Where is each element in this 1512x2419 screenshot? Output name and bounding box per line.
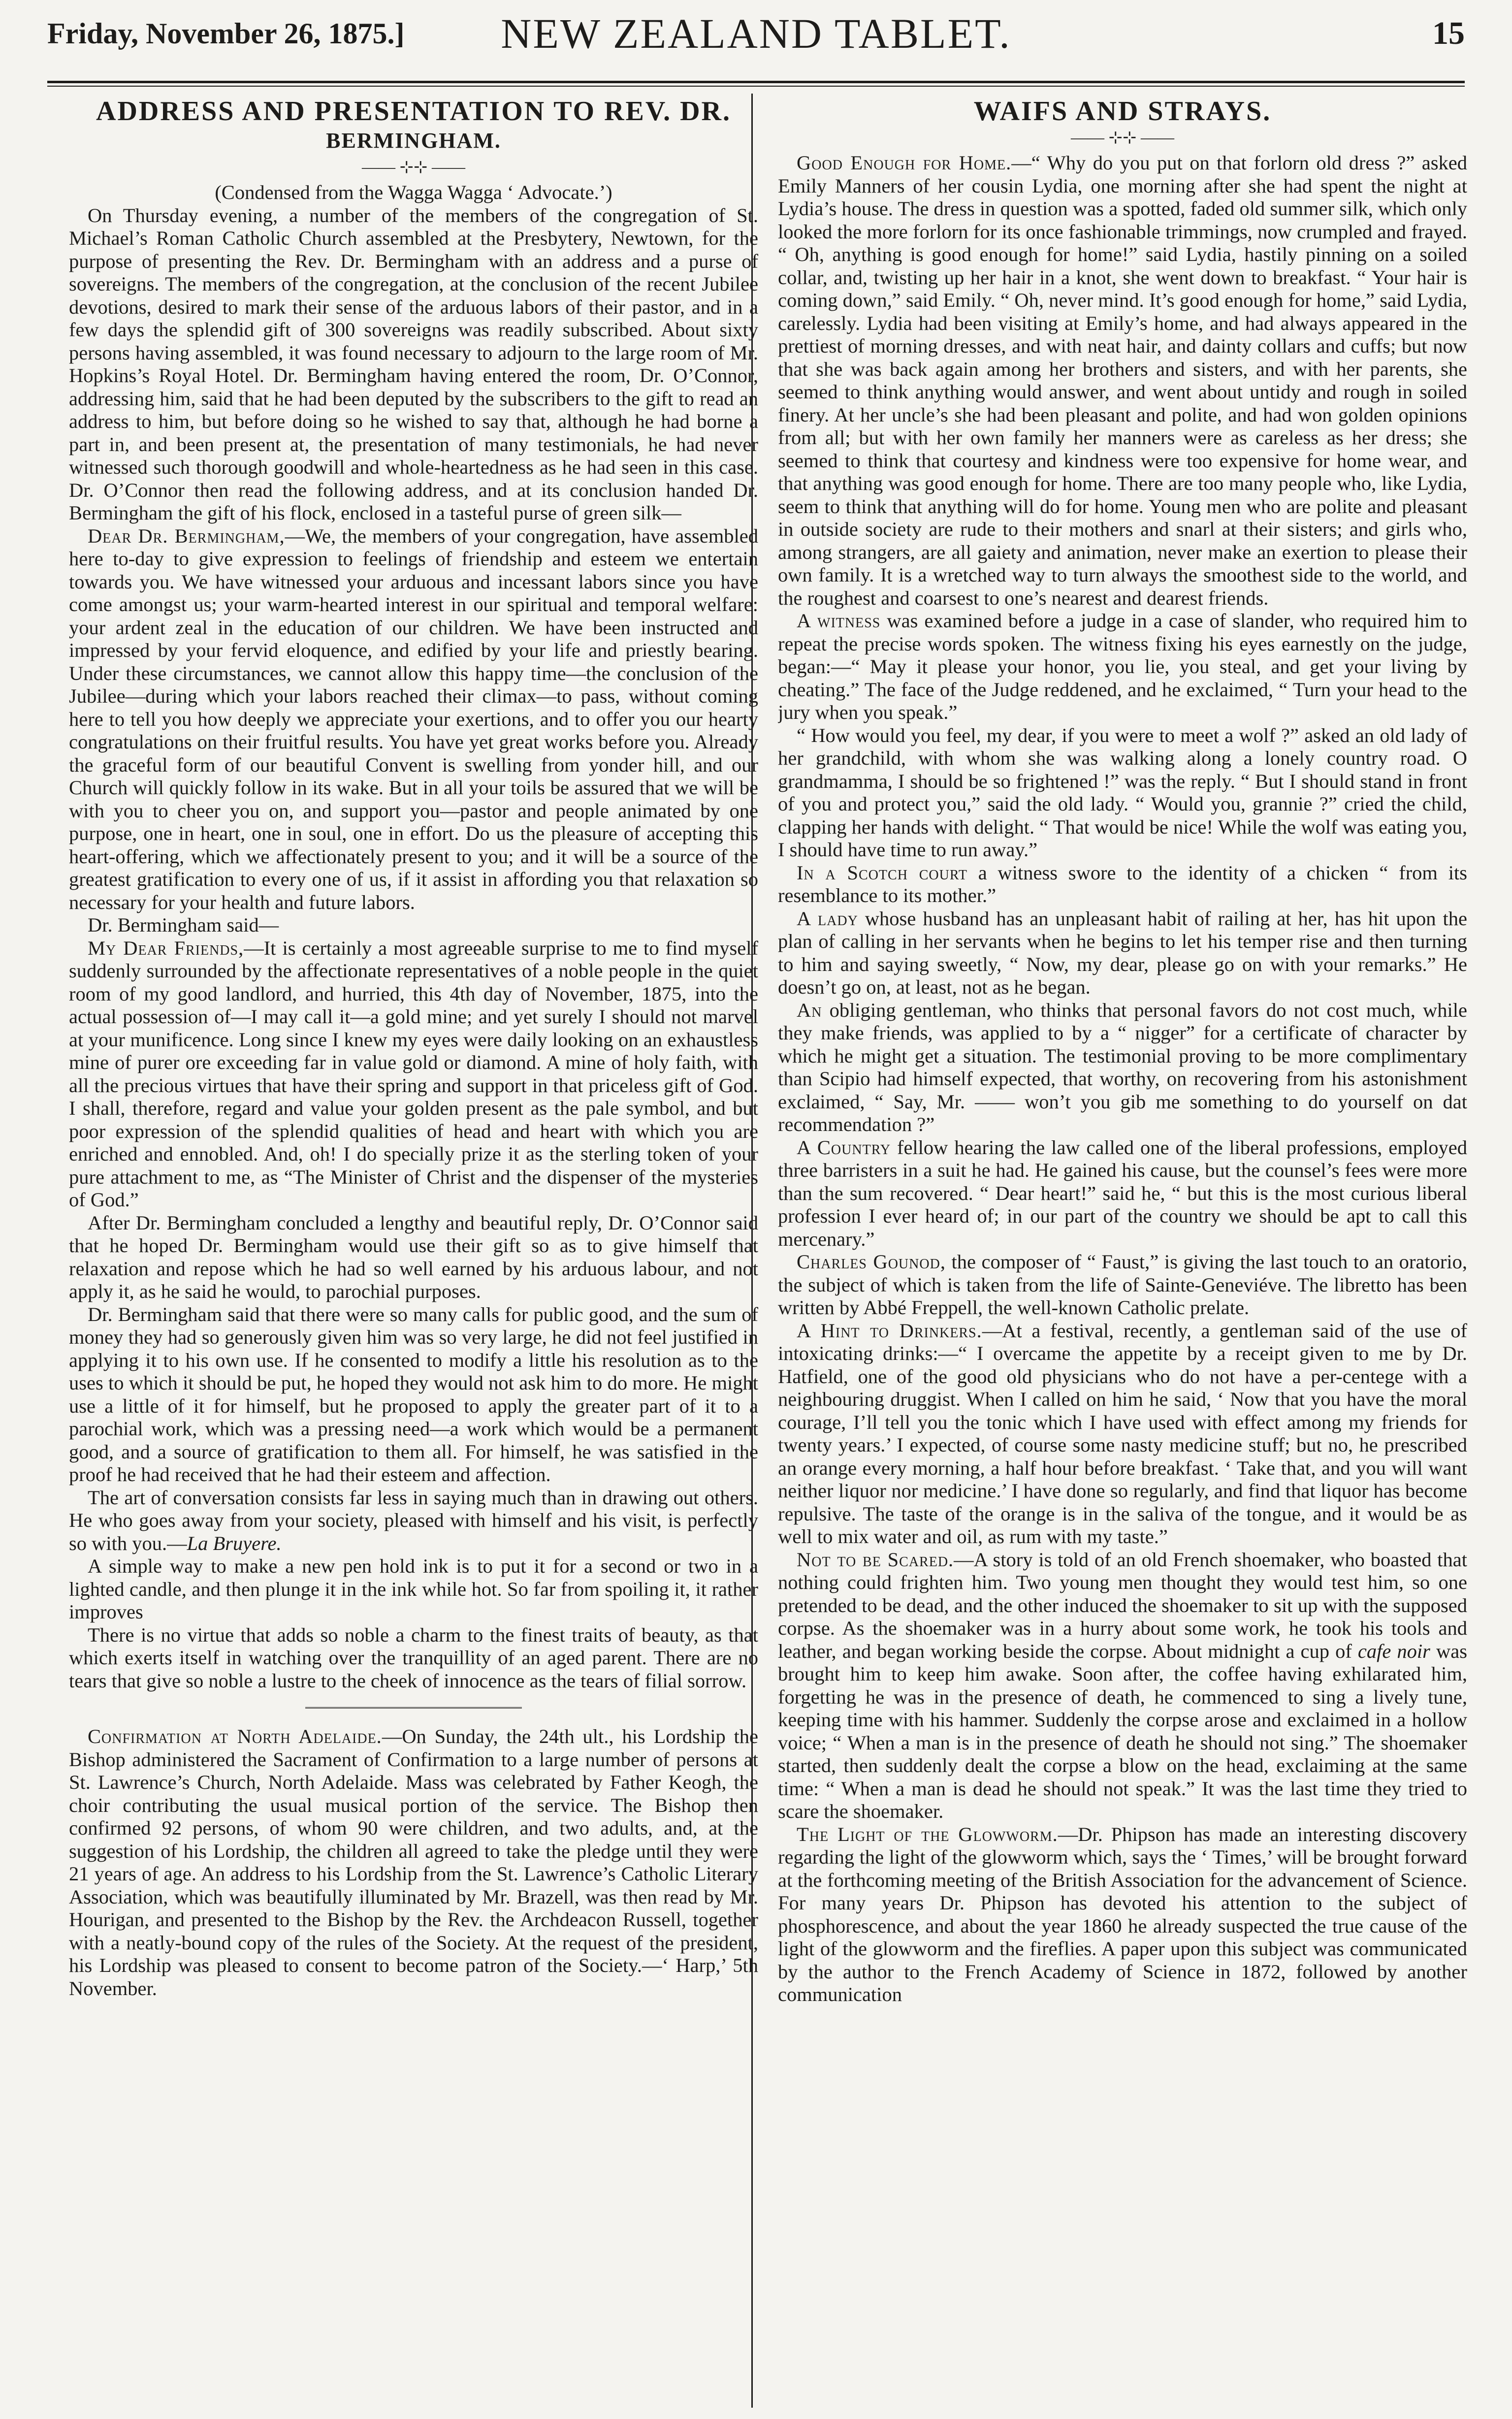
lead-in: The Light of the Glowworm. [797,1823,1058,1845]
right-column [778,97,1467,2411]
header-rule-thin [47,86,1465,87]
masthead-title: NEW ZEALAND TABLET. [501,10,1011,57]
lead-in: Good Enough for Home. [797,152,1012,174]
paragraph [778,610,1467,724]
paragraph: Dr. Bermingham said— [88,914,279,936]
paragraph-text: obliging gentleman, who thinks that personal favors do not cost much, while they make friends, was applied to by a “ nigger” for a certificate of character by which he might get a situation. The testimonial proving to be more complimentary than Scipio had himself expected, that worthy, on recovering from his astonishment exclaimed, “ Say, Mr. —— won’t you gib me something to do yourself on dat recommendation ?” [778,999,1467,1135]
paragraph [778,1251,1467,1320]
paragraph-text: whose husband has an unpleasant habit of railing at her, has hit upon the plan of calling in her servants when he begins to let his temper rise and then turning to him and saying sweetly, “ Now, my dear, please go on with your remarks.” He doesn’t go on, at least, not as he began. [778,907,1467,998]
italic-phrase: cafe noir [1357,1640,1430,1662]
left-column [69,97,758,2411]
source-note: (Condensed from the Wagga Wagga ‘ Advocate.’) [215,181,612,203]
paragraph [778,999,1467,1136]
lead-in: An [797,999,822,1021]
paragraph [778,862,1467,907]
article-heading-waifs: WAIFS AND STRAYS. [973,97,1272,127]
heading-line: ADDRESS AND PRESENTATION TO REV. DR. [96,97,731,127]
paragraph-text: the composer of “ Faust,” is giving the last touch to an oratorio, the subject of which is taken from the life of Sainte-Geneviéve. The libretto has been written by Abbé Freppell, the well-known Catholic prelate. [778,1251,1467,1319]
paragraph-text: —We, the members of your congregation, have assembled here to-day to give expression to feelings of friendship and esteem we entertain towards you. We have witnessed your arduous and incessant labors since you have come amongst us; your warm-hearted interest in our spiritual and temporal welfare: your ardent zeal in the education of our children. We have been instructed and impressed by your fervid eloquence, and edified by your life and priestly bearing. Under these circumstances, we cannot allow this happy time—the conclusion of the Jubilee—during which your labors reached their climax—to pass, without coming here to tell you how deeply we appreciate your exertions, and to offer you our hearty congratulations on their fruitful results. You have yet great works before you. Already the graceful form of our beautiful Convent is swelling from yonder hill, and our Church will quickly follow in its wake. But in all your toils be assured that we will be with you to cheer you on, and support you—pastor and people animated by one purpose, one in heart, one in soul, one in effort. Do us the pleasure of accepting this heart-offering, which we affectionately present to you; and it will be a source of the greatest gratification to every one of us, if it assist in affording you that relaxation so necessary for your health and future labors. [69,524,758,913]
paragraph-text: —“ Why do you put on that forlorn old dress ?” asked Emily Manners of her cousin Lydia, one morning after she had spent the night at Lydia’s house. The dress in question was a spotted, faded old summer silk, which only looked the more forlorn for its once fashionable trimmings, now crumpled and frayed. “ Oh, anything is good enough for home!” said Lydia, hastily pinning on a soiled collar, and, twisting up her hair in a knot, she went down to breakfast. “ Your hair is coming down,” said Emily. “ Oh, never mind. It’s good enough for home,” said Lydia, carelessly. Lydia had been visiting at Emily’s home, and had always appeared in the prettiest of morning dresses, and with neat hair, and dainty collars and cuffs; but now that she was back again among her brothers and sisters, and with her parents, she seemed to think anything would answer, and went about untidy and rough in soiled finery. At her uncle’s she had been pleasant and polite, and had won golden opinions from all; but with her own family her manners were as careless as her dress; she seemed to think that courtesy and kindness were too expensive for home wear, and that anything was good enough for home. There are too many people who, like Lydia, seem to think that anything will do for home. Young men who are polite and pleasant in outside society are rude to their mothers and snarl at their sisters; and girls who, among strangers, are all gaiety and animation, never make an exertion to please their own family. It is a wretched way to turn always the smoothest side to the world, and the roughest and coarsest to one’s nearest and dearest friends. [778,152,1467,609]
ornament-divider: —— ⊹⊹ —— [1071,129,1174,147]
paragraph-text: The art of conversation consists far less in saying much than in drawing out others. He who goes away from your society, pleased with himself and his visit, is perfectly so with you.— [69,1486,758,1554]
article-heading-address [69,97,758,156]
lead-in: A Hint to Drinkers. [797,1319,982,1342]
paragraph [778,1136,1467,1251]
paragraph: After Dr. Bermingham concluded a lengthy and beautiful reply, Dr. O’Connor said that he hoped Dr. Bermingham would use their gift so as to give himself that relaxation and repose which he had so well earned by his arduous labour, and not apply it, as he said he would, to parochial purposes. [69,1211,758,1302]
lead-in: A lady [797,907,858,930]
paragraph [778,152,1467,610]
lead-in: My Dear Friends, [88,936,244,959]
header-rule [47,81,1465,83]
paragraph: A simple way to make a new pen hold ink is to put it for a second or two in a lighted candle, and then plunge it in the ink while hot. So far from spoiling it, it rather improves [69,1555,758,1623]
page-header [47,5,1465,79]
paragraph-text: fellow hearing the law called one of the liberal professions, employed three barristers in a suit he had. He gained his cause, but the counsel’s fees were more than the sum recovered. “ Dear heart!” said he, “ but this is the most curious liberal profession I ever heard of; in our part of the country we should be apt to call this mercenary.” [778,1136,1467,1250]
paragraph-text: —On Sunday, the 24th ult., his Lordship the Bishop administered the Sacrament of Confirmation to a large number of persons at St. Lawrence’s Church, North Adelaide. Mass was celebrated by Father Keogh, the choir contributing the usual musical portion of the service. The Bishop then confirmed 92 persons, of whom 90 were children, and two adults, and, at the suggestion of his Lordship, the children all agreed to take the pledge until they were 21 years of age. An address to his Lordship from the St. Lawrence’s Catholic Literary Association, which was beautifully illuminated by Mr. Brazell, was then read by Mr. Hourigan, and presented to the Bishop by the Rev. the Archdeacon Russell, together with a neatly-bound copy of the rules of the Society. At the request of the president, his Lordship was pleased to consent to become patron of the Society.—‘ Harp,’ 5th November. [69,1725,758,2000]
paragraph [69,1725,758,2000]
lead-in: In a Scotch court [797,861,967,884]
paragraph: On Thursday evening, a number of the members of the congregation of St. Michael’s Roman Catholic Church assembled at the Presbytery, Newtown, for the purpose of presenting the Rev. Dr. Bermingham with an address and a purse of sovereigns. The members of the congregation, at the conclusion of the recent Jubilee devotions, desired to mark their sense of the arduous labors of their pastor, and in a few days the splendid gift of 300 sovereigns was readily subscribed. About sixty persons having assembled, it was found necessary to adjourn to the large room of Mr. Hopkins’s Royal Hotel. Dr. Bermingham having entered the room, Dr. O’Connor, addressing him, said that he had been deputed by the subscribers to the gift to read an address to him, but before doing so he wished to say that, although he had borne a part in, and been present at, the presentation of many testimonials, he had never witnessed such thorough goodwill and whole-heartedness as he had seen in this case. Dr. O’Connor then read the following address, and at its conclusion handed Dr. Bermingham the gift of his flock, enclosed in a tasteful purse of green silk— [69,204,758,524]
paragraph-text: —At a festival, recently, a gentleman said of the use of intoxicating drinks:—“ I overcame the appetite by a receipt given to me by Dr. Hatfield, one of the good old physicians who do not have a per-centege with a neighbouring druggist. When I called on him he said, ‘ Now that you have the moral courage, I’ll tell you the tonic which I have used with effect among my friends for twenty years.’ I expected, of course some nasty medicine stuff; but no, he prescribed an orange every morning, a half hour before breakfast. ‘ Take that, and you will want neither liquor nor medicine.’ I have done so regularly, and find that liquor has become repulsive. The taste of the orange is in the saliva of the tongue, and it would be as well to mix water and oil, as rum with my taste.” [778,1319,1467,1548]
lead-in: Charles Gounod, [797,1251,946,1273]
paragraph: Dr. Bermingham said that there were so many calls for public good, and the sum of money they had so generously given him was so very large, he did not feel justified in applying it to his own use. If he consented to modify a little his resolution as to the uses to which it should be put, he hoped they would not ask him to do more. He might use a little of it for himself, but he proposed to apply the greater part of it to a parochial work, which was a pressing need—a work which would be a permanent good, and a source of gratification to them all. For himself, he was satisfied in the proof he had received that he had their esteem and affection. [69,1303,758,1485]
lead-in: Confirmation at North Adelaide. [88,1725,382,1747]
ornament-divider: —— ⊹⊹ —— [362,158,465,176]
heading-subline: BERMINGHAM. [326,129,501,153]
section-rule [305,1707,522,1710]
paragraph [778,1320,1467,1548]
lead-in: Not to be Scared. [797,1548,954,1571]
paragraph-text: —It is certainly a most agreeable surprise to me to find myself suddenly surrounded by the affectionate representatives of a noble people in the quiet room of my good landlord, and hurried, this 4th day of November, 1875, into the actual possession of—I may call it—a gold mine; and yet surely I should not marvel at your munificence. Long since I knew my eyes were daily looking on an exhaustless mine of purer ore exceeding far in value gold or diamond. A mine of holy faith, with all the precious virtues that have their spring and support in that priceless gift of God. I shall, therefore, regard and value your golden present as the pale symbol, and but poor expression of the splendid qualities of head and heart with which you are enriched and ennobled. And, oh! I do specially prize it as the sterling token of your pure attachment to me, as “The Minister of Christ and the dispenser of the mysteries of God.” [69,936,758,1211]
paragraph [778,1548,1467,1823]
paragraph [69,1486,758,1555]
paragraph [69,525,758,914]
paragraph-text: —A story is told of an old French shoemaker, who boasted that nothing could frighten him. Two young men thought they would test him, so one pretended to be dead, and the other induced the shoemaker to sit up with the supposed corpse. As the shoemaker was in a hurry about some work, he took his tools and leather, and began working beside the corpse. About midnight a cup of [778,1548,1467,1662]
quote-source: La Bruyere. [187,1532,282,1554]
paragraph: There is no virtue that adds so noble a charm to the finest traits of beauty, as that which exerts itself in watching over the tranquillity of an aged parent. There are no tears that give so noble a lustre to the cheek of innocence as the tears of filial sorrow. [69,1623,758,1692]
paragraph [778,1823,1467,2006]
paragraph-text: —Dr. Phipson has made an interesting discovery regarding the light of the glowworm which, says the ‘ Times,’ will be brought forward at the forthcoming meeting of the British Association for the advancement of Science. For many years Dr. Phipson has devoted his attention to the subject of phosphorescence, and about the year 1860 he already suspected the true cause of the light of the glowworm and the fireflies. A paper upon this subject was communicated by the author to the French Academy of Science in 1872, followed by another communication [778,1823,1467,2005]
paragraph [69,937,758,1212]
paragraph: “ How would you feel, my dear, if you were to meet a wolf ?” asked an old lady of her grandchild, with whom she was walking along a lonely country road. O grandmamma, I should be so frightened !” was the reply. “ But I should stand in front of you and protect you,” said the old lady. “ Would you, grannie ?” cried the child, clapping her hands with delight. “ That would be nice! While the wolf was eating you, I should have time to run away.” [778,724,1467,861]
lead-in: Dear Dr. Bermingham, [88,524,285,547]
issue-date: Friday, November 26, 1875.] [47,17,405,50]
lead-in: A witness [797,610,881,632]
paragraph-text: was examined before a judge in a case of slander, who required him to repeat the precise words spoken. The witness fixing his eyes earnestly on the judge, began:—“ May it please your honor, you lie, you steal, and get your living by cheating.” The face of the Judge reddened, and he exclaimed, “ Turn your head to the jury when you speak.” [778,610,1467,723]
paragraph-text: was brought him to keep him awake. Soon after, the coffee having exhilarated him, forgetting he was in the presence of death, he commenced to sing a lively tune, keeping time with his hammer. Suddenly the corpse arose and exclaimed in a hollow voice; “ When a man is in the presence of death he should not sing.” The shoemaker started, then suddenly dealt the corpse a blow on the head, exclaiming at the same time: “ When a man is dead he should not speak.” It was the last time they tried to scare the shoemaker. [778,1640,1467,1822]
page-number: 15 [1432,15,1465,51]
paragraph-text: a witness swore to the identity of a chicken “ from its resemblance to its mother.” [778,861,1467,906]
paragraph [778,907,1467,999]
lead-in: A Country [797,1136,891,1159]
